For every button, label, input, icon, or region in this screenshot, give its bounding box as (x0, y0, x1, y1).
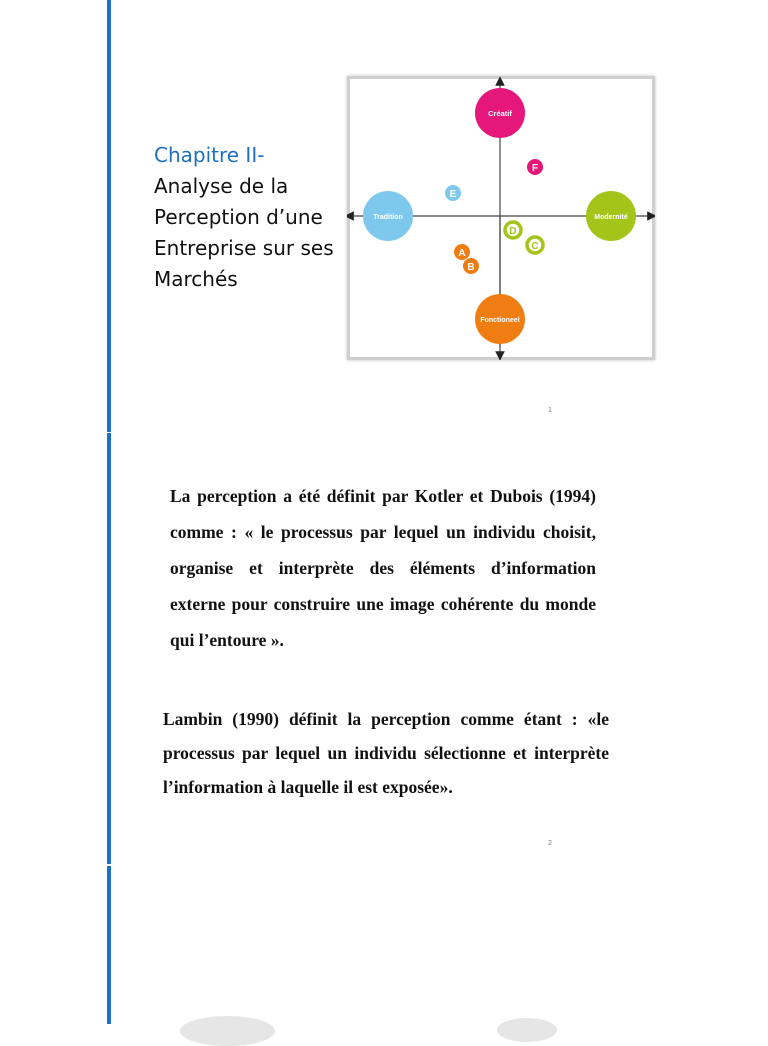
chapter-title (154, 140, 364, 295)
pole-label-top: Créatif (488, 109, 512, 118)
page-number: 2 (548, 840, 552, 847)
point-b (463, 258, 479, 274)
svg-text:F: F (531, 163, 539, 174)
svg-text:A: A (458, 248, 466, 259)
perception-map-diagram (347, 76, 655, 360)
pole-label-right: Modernité (594, 214, 628, 221)
axis-pole-bottom (475, 294, 525, 344)
pole-label-bottom: Fonctioneel (480, 317, 520, 324)
axis-pole-left (363, 191, 413, 241)
slide-accent-bar (107, 433, 111, 864)
chapter-subtitle: Analyse de la Perception d’une Entreprise sur ses Marchés (154, 174, 334, 291)
svg-text:C: C (531, 241, 539, 252)
definition-lambin: Lambin (1990) définit la perception comme étant : «le processus par lequel un individu sélectionne et interprète l’information à laquelle il est exposée». (163, 709, 609, 797)
pole-label-left: Tradition (373, 214, 403, 221)
slide-accent-bar (107, 866, 111, 1024)
point-c (527, 237, 543, 253)
point-e (445, 185, 461, 201)
axis-pole-top (475, 88, 525, 138)
svg-text:B: B (467, 262, 475, 273)
point-a (454, 244, 470, 260)
point-d (505, 222, 521, 238)
axis-pole-right (586, 191, 636, 241)
point-f (527, 159, 543, 175)
definition-kotler-dubois: La perception a été définit par Kotler et Dubois (1994) comme : « le processus par lequel un individu choisit, organise et interprète des éléments d’information externe pour construire une image cohérente du monde qui l’entoure ». (170, 486, 596, 650)
chapter-number: Chapitre II- (154, 143, 265, 167)
perception-map-svg (347, 76, 655, 360)
decorative-shape (497, 1018, 557, 1042)
slide-accent-bar (107, 0, 111, 432)
svg-text:D: D (509, 226, 517, 237)
page-number: 1 (548, 407, 552, 414)
svg-text:E: E (449, 189, 457, 200)
decorative-shape (180, 1016, 275, 1046)
